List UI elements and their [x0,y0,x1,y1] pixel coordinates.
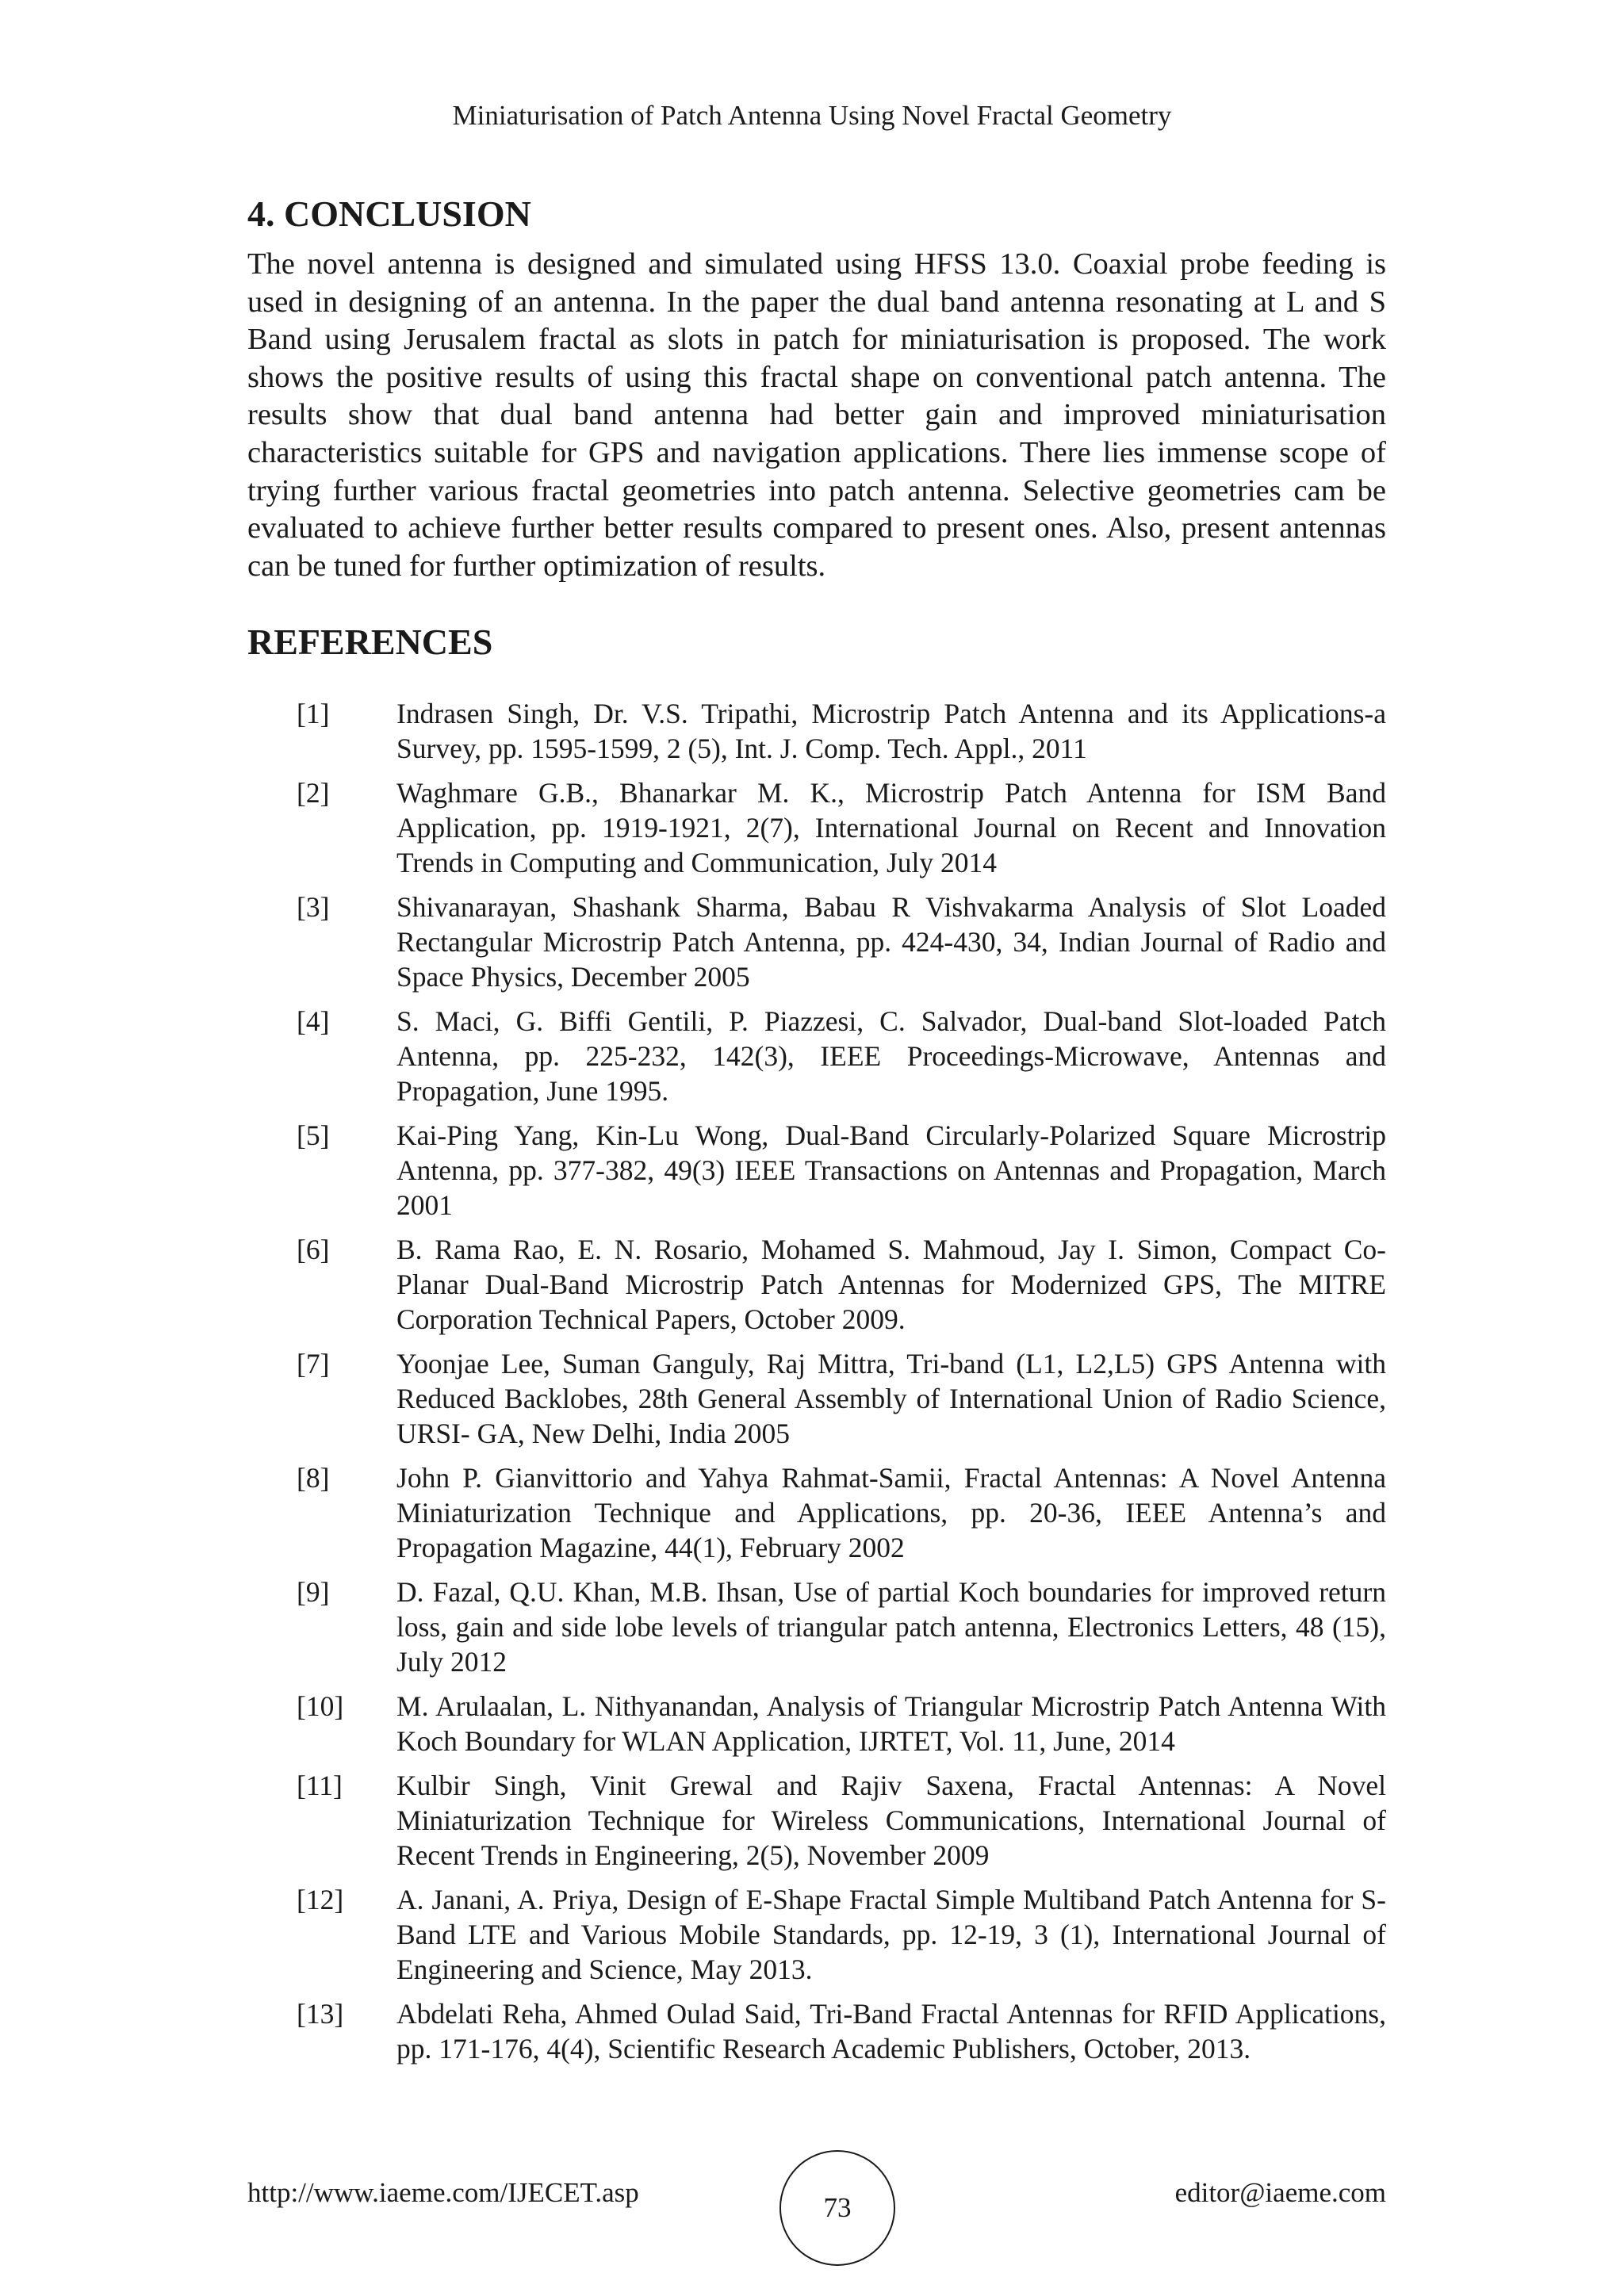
reference-number: [2] [297,777,330,809]
reference-item [247,1575,1386,1679]
reference-number: [5] [297,1119,330,1152]
reference-text: Abdelati Reha, Ahmed Oulad Said, Tri-Band Fractal Antennas for RFID Applications, pp. 171-176, 4(4), Scientific Research Academic Publishers, October, 2013. [396,1998,1386,2065]
page-content [247,192,1386,2076]
reference-text: A. Janani, A. Priya, Design of E-Shape Fractal Simple Multiband Patch Antenna for S-Band LTE and Various Mobile Standards, pp. 12-19, 3 (1), International Journal of Engineering and Science, May 2013. [396,1884,1386,1986]
reference-number: [3] [297,891,330,924]
page-number-badge [779,2150,895,2266]
reference-number: [6] [297,1234,330,1266]
reference-text: Shivanarayan, Shashank Sharma, Babau R Vishvakarma Analysis of Slot Loaded Rectangular Microstrip Patch Antenna, pp. 424-430, 34, Indian Journal of Radio and Space Physics, December 2005 [396,891,1386,993]
conclusion-paragraph: The novel antenna is designed and simulated using HFSS 13.0. Coaxial probe feeding is used in designing of an antenna. In the paper the dual band antenna resonating at L and S Band using Jerusalem fractal as slots in patch for miniaturisation is proposed. The work shows the positive results of using this fractal shape on conventional patch antenna. The results show that dual band antenna had better gain and improved miniaturisation characteristics suitable for GPS and navigation applications. There lies immense scope of trying further various fractal geometries into patch antenna. Selective geometries cam be evaluated to achieve further better results compared to present ones. Also, present antennas can be tuned for further optimization of results. [247,247,1386,583]
reference-item [247,1232,1386,1337]
reference-text: D. Fazal, Q.U. Khan, M.B. Ihsan, Use of partial Koch boundaries for improved return loss, gain and side lobe levels of triangular patch antenna, Electronics Letters, 48 (15), July 2012 [396,1576,1386,1678]
reference-number: [11] [297,1770,343,1802]
reference-number: [10] [297,1690,344,1723]
reference-text: B. Rama Rao, E. N. Rosario, Mohamed S. Mahmoud, Jay I. Simon, Compact Co-Planar Dual-Band Microstrip Patch Antennas for Modernized GPS, The MITRE Corporation Technical Papers, October 2009. [396,1234,1386,1336]
reference-text: Waghmare G.B., Bhanarkar M. K., Microstrip Patch Antenna for ISM Band Application, pp. 1919-1921, 2(7), International Journal on Recent and Innovation Trends in Computing and Communication, July 2014 [396,777,1386,879]
reference-item [247,1118,1386,1223]
reference-number: [9] [297,1576,330,1609]
reference-number: [12] [297,1884,344,1916]
conclusion-section [247,192,1386,585]
reference-item [247,1004,1386,1108]
page-footer [247,2141,1386,2260]
reference-list [247,696,1386,2066]
reference-item [247,696,1386,766]
reference-item [247,1689,1386,1758]
reference-text: John P. Gianvittorio and Yahya Rahmat-Samii, Fractal Antennas: A Novel Antenna Miniaturization Technique and Applications, pp. 20-36, IEEE Antenna’s and Propagation Magazine, 44(1), February 2002 [396,1462,1386,1564]
reference-item [247,1996,1386,2066]
conclusion-heading: 4. CONCLUSION [247,193,531,234]
references-heading: REFERENCES [247,622,493,663]
reference-item [247,775,1386,880]
reference-text: Indrasen Singh, Dr. V.S. Tripathi, Microstrip Patch Antenna and its Applications-a Survey, pp. 1595-1599, 2 (5), Int. J. Comp. Tech. Appl., 2011 [396,698,1386,765]
reference-item [247,890,1386,994]
references-section [247,620,1386,2066]
reference-item [247,1882,1386,1987]
reference-text: M. Arulaalan, L. Nithyanandan, Analysis of Triangular Microstrip Patch Antenna With Koch Boundary for WLAN Application, IJRTET, Vol. 11, June, 2014 [396,1690,1386,1758]
reference-text: Kulbir Singh, Vinit Grewal and Rajiv Saxena, Fractal Antennas: A Novel Miniaturization Technique for Wireless Communications, International Journal of Recent Trends in Engineering, 2(5), November 2009 [396,1770,1386,1872]
reference-item [247,1768,1386,1873]
running-header: Miniaturisation of Patch Antenna Using Novel Fractal Geometry [452,100,1172,131]
reference-text: Kai-Ping Yang, Kin-Lu Wong, Dual-Band Circularly-Polarized Square Microstrip Antenna, pp. 377-382, 49(3) IEEE Transactions on Antennas and Propagation, March 2001 [396,1119,1386,1222]
reference-text: Yoonjae Lee, Suman Ganguly, Raj Mittra, Tri-band (L1, L2,L5) GPS Antenna with Reduced Backlobes, 28th General Assembly of International Union of Radio Science, URSI- GA, New Delhi, India 2005 [396,1348,1386,1450]
reference-number: [7] [297,1348,330,1380]
reference-number: [8] [297,1462,330,1494]
reference-number: [13] [297,1998,344,2030]
footer-email-link[interactable]: editor@iaeme.com [1174,2177,1386,2208]
reference-text: S. Maci, G. Biffi Gentili, P. Piazzesi, C. Salvador, Dual-band Slot-loaded Patch Antenna, pp. 225-232, 142(3), IEEE Proceedings-Microwave, Antennas and Propagation, June 1995. [396,1005,1386,1108]
reference-item [247,1460,1386,1565]
reference-number: [1] [297,698,330,730]
reference-number: [4] [297,1005,330,1038]
page-number: 73 [823,2192,852,2223]
reference-item [247,1346,1386,1451]
footer-url-link[interactable]: http://www.iaeme.com/IJECET.asp [247,2177,639,2208]
